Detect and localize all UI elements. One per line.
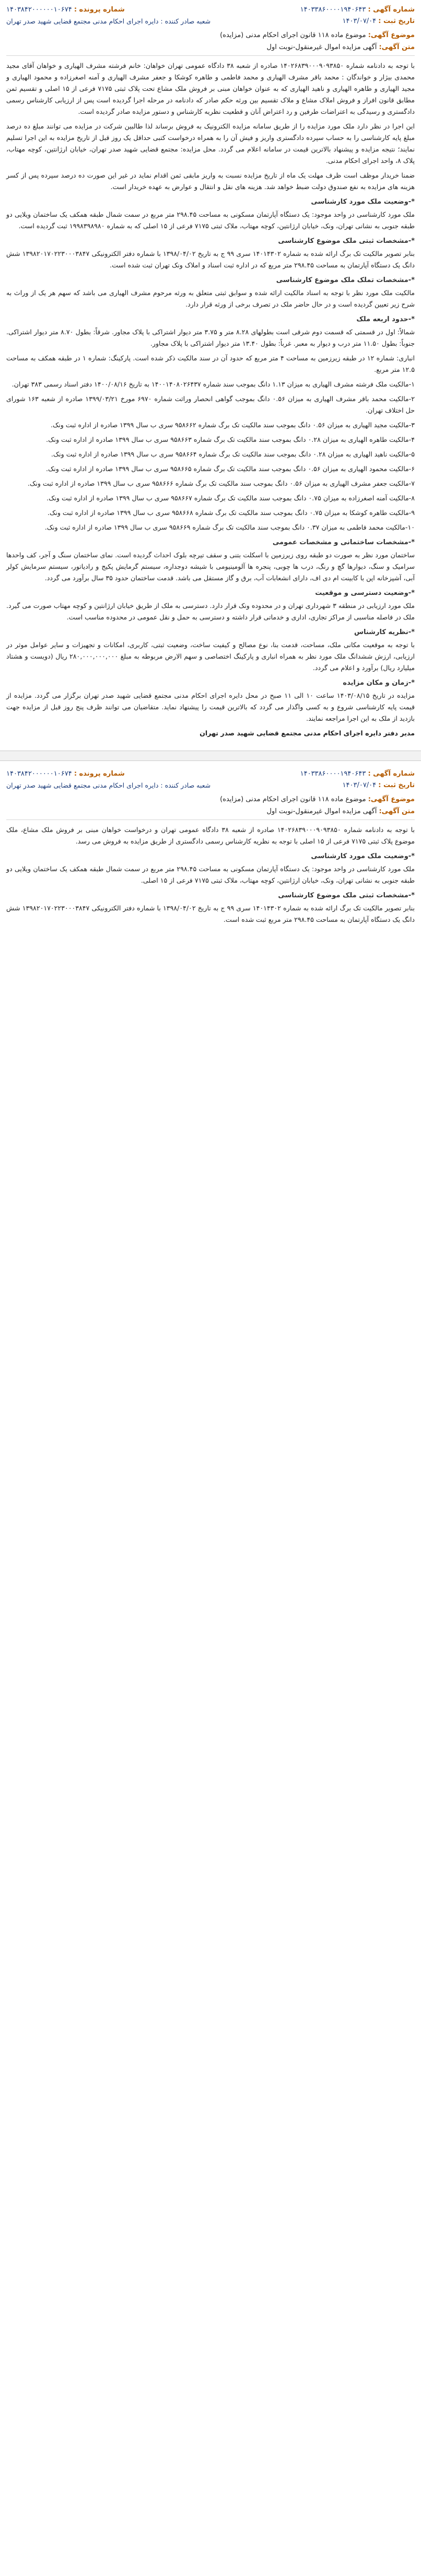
text-label: متن آگهی:: [379, 807, 415, 815]
subject-value: موضوع ماده ۱۱۸ قانون اجرای احکام مدنی (مزایده): [220, 795, 366, 803]
notice-number-value: ۱۴۰۳۳۸۶۰۰۰۰۱۹۴۰۶۴۳: [300, 6, 366, 14]
text-line: [6, 807, 415, 815]
section-title: *-وضعیت دسترسی و موقعیت: [315, 589, 415, 597]
notice-number-label: شماره آگهی :: [368, 6, 415, 14]
owner-item: ۳-مالکیت مجید الهیاری به میزان ۰.۵۶ دانگ بموجب سند مالکیت تک برگ شماره ۹۵۸۶۶۲ سری ب سال ۱۳۹۹ صادره از اداره ثبت ونک.: [50, 421, 415, 429]
tracking-label: شماره پرونده :: [74, 6, 125, 14]
owner-item: ۹-مالکیت طاهره کوشکا به میزان ۰.۷۵ دانگ بموجب سند مالکیت تک برگ شماره ۹۵۸۶۶۸ سری ب سال ۱۳۹۹ صادره از اداره ثبت ونک.: [48, 509, 415, 517]
notice-block-repeat: [0, 764, 421, 934]
subject-line: [6, 31, 415, 39]
date-value: ۱۴۰۳/۰۷/۰۴: [342, 17, 377, 25]
owner-item: ۱-مالکیت ملک فرشته مشرف الهیاری به میزان ۱.۱۳ دانگ بموجب سند شماره ۱۴۰۰۱۴۰۸۰۲۶۴۳۷ به تاریخ ۱۴۰۰/۰۸/۱۶ دفتر اسناد رسمی ۳۸۳ تهران.: [11, 380, 415, 388]
date-label: تاریخ ثبت :: [378, 781, 415, 789]
subject-label: موضوع آگهی:: [368, 31, 415, 39]
owner-item: ۶-مالکیت محمود الهیاری به میزان ۰.۵۶ دانگ بموجب سند مالکیت تک برگ شماره ۹۵۸۶۶۵ سری ب سال ۱۳۹۹ صادره از اداره ثبت ونک.: [45, 465, 415, 473]
subject-value: موضوع ماده ۱۱۸ قانون اجرای احکام مدنی (مزایده): [220, 31, 366, 39]
section-title: *-زمان و مکان مزایده: [343, 679, 415, 687]
notice-number-label: شماره آگهی :: [368, 770, 415, 778]
section-title: *-مشخصات ساختمانی و مشخصات عمومی: [272, 538, 415, 546]
intro-paragraph-2: این اجرا در نظر دارد ملک مورد مزایده را از طریق سامانه مزایده الکترونیک به فروش برساند لذا طالبین شرکت در مزایده می توانند مبلغ ده درصد مبلغ پایه کارشناسی را به حساب سپرده دادگستری واریز و فیش آن را به همراه درخواست کتبی حداقل یک روز قبل از تاریخ مزایده به این اجرا تسلیم نمایند؛ نتیجه مزایده و پیشنهاد بالاترین قیمت در سامانه اعلام می گردد. محل مزایده: مجتمع قضایی شهید صدر تهران، خیابان ارژانتین، کوچه مهتاب، پلاک ۸، واحد اجرای احکام مدنی.: [6, 122, 415, 165]
owner-item: ۵-مالکیت ناهید الهیاری به میزان ۰.۲۸ دانگ بموجب سند مالکیت تک برگ شماره ۹۵۸۶۶۴ سری ب سال ۱۳۹۹ صادره از اداره ثبت ونک.: [51, 450, 415, 458]
notice-number-row: [6, 4, 415, 16]
owner-item: ۲-مالکیت محمد باقر مشرف الهیاری به میزان ۰.۵۶ دانگ بموجب گواهی انحصار وراثت شماره ۶۹۷۰ مورخ ۱۳۹۹/۰۳/۲۱ صادره از شعبه ۱۶۳ شورای حل اختلاف تهران.: [6, 395, 415, 414]
section-text: مالکیت ملک مورد نظر با توجه به اسناد مالکیت ارائه شده و سوابق ثبتی متعلق به ورثه مرحوم مشرف الهیاری می باشد که سهم هر یک از وراث به شرح زیر تعیین گردیده است و در حال حاضر ملک در تصرف برخی از ورثه قرار دارد.: [6, 289, 415, 308]
notice-number-value: ۱۴۰۳۳۸۶۰۰۰۰۱۹۴۰۶۴۳: [300, 770, 366, 778]
date-label: تاریخ ثبت :: [378, 17, 415, 25]
issuing-branch: شعبه صادر کننده : دایره اجرای احکام مدنی مجتمع قضایی شهید صدر تهران: [6, 781, 211, 789]
section-text: بنابر تصویر مالکیت تک برگ ارائه شده به شماره ۱۴۰۱۴۳۰۲ سری ۹۹ ج به تاریخ ۱۳۹۸/۰۴/۰۲ با شماره دفتر الکترونیکی ۱۳۹۸۲۰۱۷۰۲۲۳۰۰۰۳۸۴۷ شش دانگ یک دستگاه آپارتمان به مساحت ۲۹۸.۴۵ متر مربع ثبت شده است.: [6, 904, 415, 923]
section-title: *-مشخصات ثبتی ملک موضوع کارشناسی: [278, 892, 415, 899]
section-text: ملک مورد کارشناسی در واحد موجود: یک دستگاه آپارتمان مسکونی به مساحت ۲۹۸.۴۵ متر مربع در سمت شمال طبقه همکف یک ساختمان ویلایی دو طبقه جنوبی به نشانی تهران، ونک، خیابان ارژانتین، کوچه مهتاب، ملاک ثبتی ۷۱۷۵ فرعی از ۱۵ اصلی.: [6, 865, 415, 884]
section-title: *-حدود اربعه ملک: [356, 315, 415, 323]
subject-label: موضوع آگهی:: [368, 795, 415, 803]
section-text: با توجه به موقعیت مکانی ملک، مساحت، قدمت بنا، نوع مصالح و کیفیت ساخت، وضعیت ثبتی، کاربری، امکانات و تجهیزات و سایر عوامل موثر در ارزیابی، ارزش ششدانگ ملک مورد نظر به همراه انباری و پارکینگ اختصاصی و سهم الارض مربوطه به مبلغ ۲۸۰,۰۰۰,۰۰۰,۰۰۰ ریال (دویست و هشتاد میلیارد ریال) برآورد و اعلام می گردد.: [6, 641, 415, 672]
notice-date-row: [6, 780, 415, 791]
tracking-value: ۱۴۰۳۸۴۲۰۰۰۰۰۰۱۰۶۷۴: [6, 6, 72, 14]
signature: مدیر دفتر دایره اجرای احکام مدنی مجتمع قضایی شهید صدر تهران: [200, 729, 415, 737]
document-page: [0, 0, 421, 934]
intro-paragraph: با توجه به دادنامه شماره ۱۴۰۲۶۸۳۹۰۰۰۹۰۹۳۸۵۰ صادره از شعبه ۳۸ دادگاه عمومی تهران و درخواست خواهان مبنی بر فروش ملک مشاع، ملک موضوع پلاک ثبتی ۷۱۷۵ فرعی از ۱۵ اصلی با توجه به نظریه کارشناس رسمی دادگستری از طریق مزایده به فروش می رسد.: [6, 826, 415, 845]
section-text: ملک مورد ارزیابی در منطقه ۳ شهرداری تهران و در محدوده ونک قرار دارد. دسترسی به ملک از طریق خیابان ارژانتین و کوچه مهتاب صورت می گیرد. ملک در فاصله مناسبی از مراکز تجاری، اداری و خدماتی قرار داشته و دسترسی به حمل و نقل عمومی در محدوده مناسب است.: [6, 602, 415, 621]
section-text: مزایده در تاریخ ۱۴۰۳/۰۸/۱۵ ساعت ۱۰ الی ۱۱ صبح در محل دایره اجرای احکام مدنی مجتمع قضایی شهید صدر تهران برگزار می گردد. مزایده از قیمت پایه کارشناسی شروع و به کسی واگذار می گردد که بالاترین قیمت را پیشنهاد نماید. متقاضیان می توانند ظرف پنج روز قبل از مزایده جهت بازدید از ملک به این اجرا مراجعه نمایند.: [6, 692, 415, 722]
section-title: *-مشخصات ثبتی ملک موضوع کارشناسی: [278, 237, 415, 245]
notice-header: [6, 768, 415, 791]
tracking-value: ۱۴۰۳۸۴۲۰۰۰۰۰۰۱۰۶۷۴: [6, 770, 72, 778]
intro-paragraph-3: ضمنا خریدار موظف است ظرف مهلت یک ماه از تاریخ مزایده نسبت به واریز مابقی ثمن اقدام نماید در غیر این صورت ده درصد سپرده پس از کسر هزینه های مزایده به نفع صندوق دولت ضبط خواهد شد. هزینه های نقل و انتقال و عوارض به عهده خریدار است.: [6, 171, 415, 191]
section-text: انباری: شماره ۱۲ در طبقه زیرزمین به مساحت ۴ متر مربع که حدود آن در سند مالکیت ذکر شده است. پارکینگ: شماره ۱ در طبقه همکف به مساحت ۱۲.۵ متر مربع.: [6, 354, 415, 373]
date-value: ۱۴۰۳/۰۷/۰۴: [342, 781, 377, 789]
text-value: آگهی مزایده اموال غیرمنقول-نوبت اول: [266, 807, 377, 815]
section-title: *-وضعیت ملک مورد کارشناسی: [311, 198, 415, 206]
section-text: بنابر تصویر مالکیت تک برگ ارائه شده به شماره ۱۴۰۱۴۳۰۲ سری ۹۹ ج به تاریخ ۱۳۹۸/۰۴/۰۲ با شماره دفتر الکترونیکی ۱۳۹۸۲۰۱۷۰۲۲۳۰۰۰۳۸۴۷ شش دانگ یک دستگاه آپارتمان به مساحت ۲۹۸.۴۵ متر مربع که در اداره ثبت اسناد و املاک ونک تهران ثبت شده است.: [6, 250, 415, 269]
text-label: متن آگهی:: [379, 43, 415, 51]
notice-block: [0, 0, 421, 747]
notice-date-row: [6, 16, 415, 27]
section-title: *-نظریه کارشناس: [354, 628, 415, 636]
text-line: [6, 43, 415, 51]
notice-separator: [0, 751, 421, 761]
owner-item: ۸-مالکیت آمنه اصغرزاده به میزان ۰.۷۵ دانگ بموجب سند مالکیت تک برگ شماره ۹۵۸۶۶۷ سری ب سال ۱۳۹۹ صادره از اداره ثبت ونک.: [46, 494, 415, 502]
issuing-branch: شعبه صادر کننده : دایره اجرای احکام مدنی مجتمع قضایی شهید صدر تهران: [6, 17, 211, 25]
text-value: آگهی مزایده اموال غیرمنقول-نوبت اول: [266, 43, 377, 51]
owner-item: ۱۰-مالکیت محمد فاطمی به میزان ۰.۳۷ دانگ بموجب سند مالکیت تک برگ شماره ۹۵۸۶۶۹ سری ب سال ۱۳۹۹ صادره از اداره ثبت ونک.: [44, 523, 415, 531]
section-text: ساختمان مورد نظر به صورت دو طبقه روی زیرزمین با اسکلت بتنی و سقف تیرچه بلوک احداث گردیده است. نمای ساختمان سنگ و آجر، کف واحدها سرامیک و سنگ، دیوارها گچ و رنگ، درب ها چوبی، پنجره ها آلومینیومی با شیشه دوجداره، سیستم گرمایش پکیج و رادیاتور، سیستم سرمایش کولر آبی، آشپزخانه اپن با کابینت ام دی اف، دارای انشعابات آب، برق و گاز مستقل می باشد. قدمت ساختمان حدود ۳۵ سال برآورد می گردد.: [6, 551, 415, 582]
intro-paragraph: با توجه به دادنامه شماره ۱۴۰۲۶۸۳۹۰۰۰۹۰۹۳۸۵۰ صادره از شعبه ۳۸ دادگاه عمومی تهران خواهان: خانم فرشته مشرف الهیاری و خواهان آقای مجید محمدی بیژار و خواندگان : محمد باقر مشرف الهیاری و محمد فاطمی و طاهره کوشکا و جعفر مشرف الهیاری و آمنه اصغرزاده و محمود الهیاری و مجید الهیاری و طاهره الهیاری و ناهید الهیاری که به عنوان خواهان مبنی بر فروش ملک مشاع تحت پلاک ثبتی ۷۱۷۵ فرعی از ۱۵ اصلی و تقسیم ثمن مطابق قانون افراز و فروش املاک مشاع و ملاک تقسیم بین ورثه حکم صادر که دادنامه در مرحله اجرا گردیده است پس از ارزیابی کارشناس رسمی دادگستری و رسیدگی به اعتراضات طرفین و رد اعتراض آنان و قطعیت نظریه کارشناس و دستور مزایده صادر گردیده است.: [6, 62, 415, 115]
tracking-label: شماره پرونده :: [74, 770, 125, 778]
divider: [6, 55, 415, 56]
section-text: شمالاً: اول در قسمتی که قسمت دوم شرقی است بطولهای ۸.۲۸ متر و ۳.۷۵ متر دیوار اشتراکی با پلاک مجاور. شرقاً: بطول ۸.۷۰ متر دیوار اشتراکی. جنوباً: بطول ۱۱.۵۰ متر درب و دیوار به معبر. غرباً: بطول ۱۳.۴۰ متر دیوار اشتراکی با پلاک مجاور.: [6, 328, 415, 347]
owner-item: ۷-مالکیت جعفر مشرف الهیاری به میزان ۰.۵۶ دانگ بموجب سند مالکیت تک برگ شماره ۹۵۸۶۶۶ سری ب سال ۱۳۹۹ صادره از اداره ثبت ونک.: [28, 479, 415, 487]
subject-line: [6, 795, 415, 803]
notice-header: [6, 4, 415, 27]
section-text: ملک مورد کارشناسی در واحد موجود: یک دستگاه آپارتمان مسکونی به مساحت ۲۹۸.۴۵ متر مربع در سمت شمال طبقه همکف یک ساختمان ویلایی دو طبقه جنوبی به نشانی تهران، ونک، خیابان ارژانتین، کوچه مهتاب، ملاک ثبتی ۷۱۷۵ فرعی از ۱۵ اصلی که به شماره ۱۹۹۸۳۹۸۹۸۰ ثبت گردیده است.: [6, 210, 415, 230]
section-title: *-وضعیت ملک مورد کارشناسی: [311, 852, 415, 860]
divider: [6, 819, 415, 820]
notice-number-row: [6, 768, 415, 780]
section-title: *-مشخصات تملک ملک موضوع کارشناسی: [276, 276, 415, 284]
owner-item: ۴-مالکیت طاهره الهیاری به میزان ۰.۲۸ دانگ بموجب سند مالکیت تک برگ شماره ۹۵۸۶۶۳ سری ب سال ۱۳۹۹ صادره از اداره ثبت ونک.: [46, 436, 415, 443]
